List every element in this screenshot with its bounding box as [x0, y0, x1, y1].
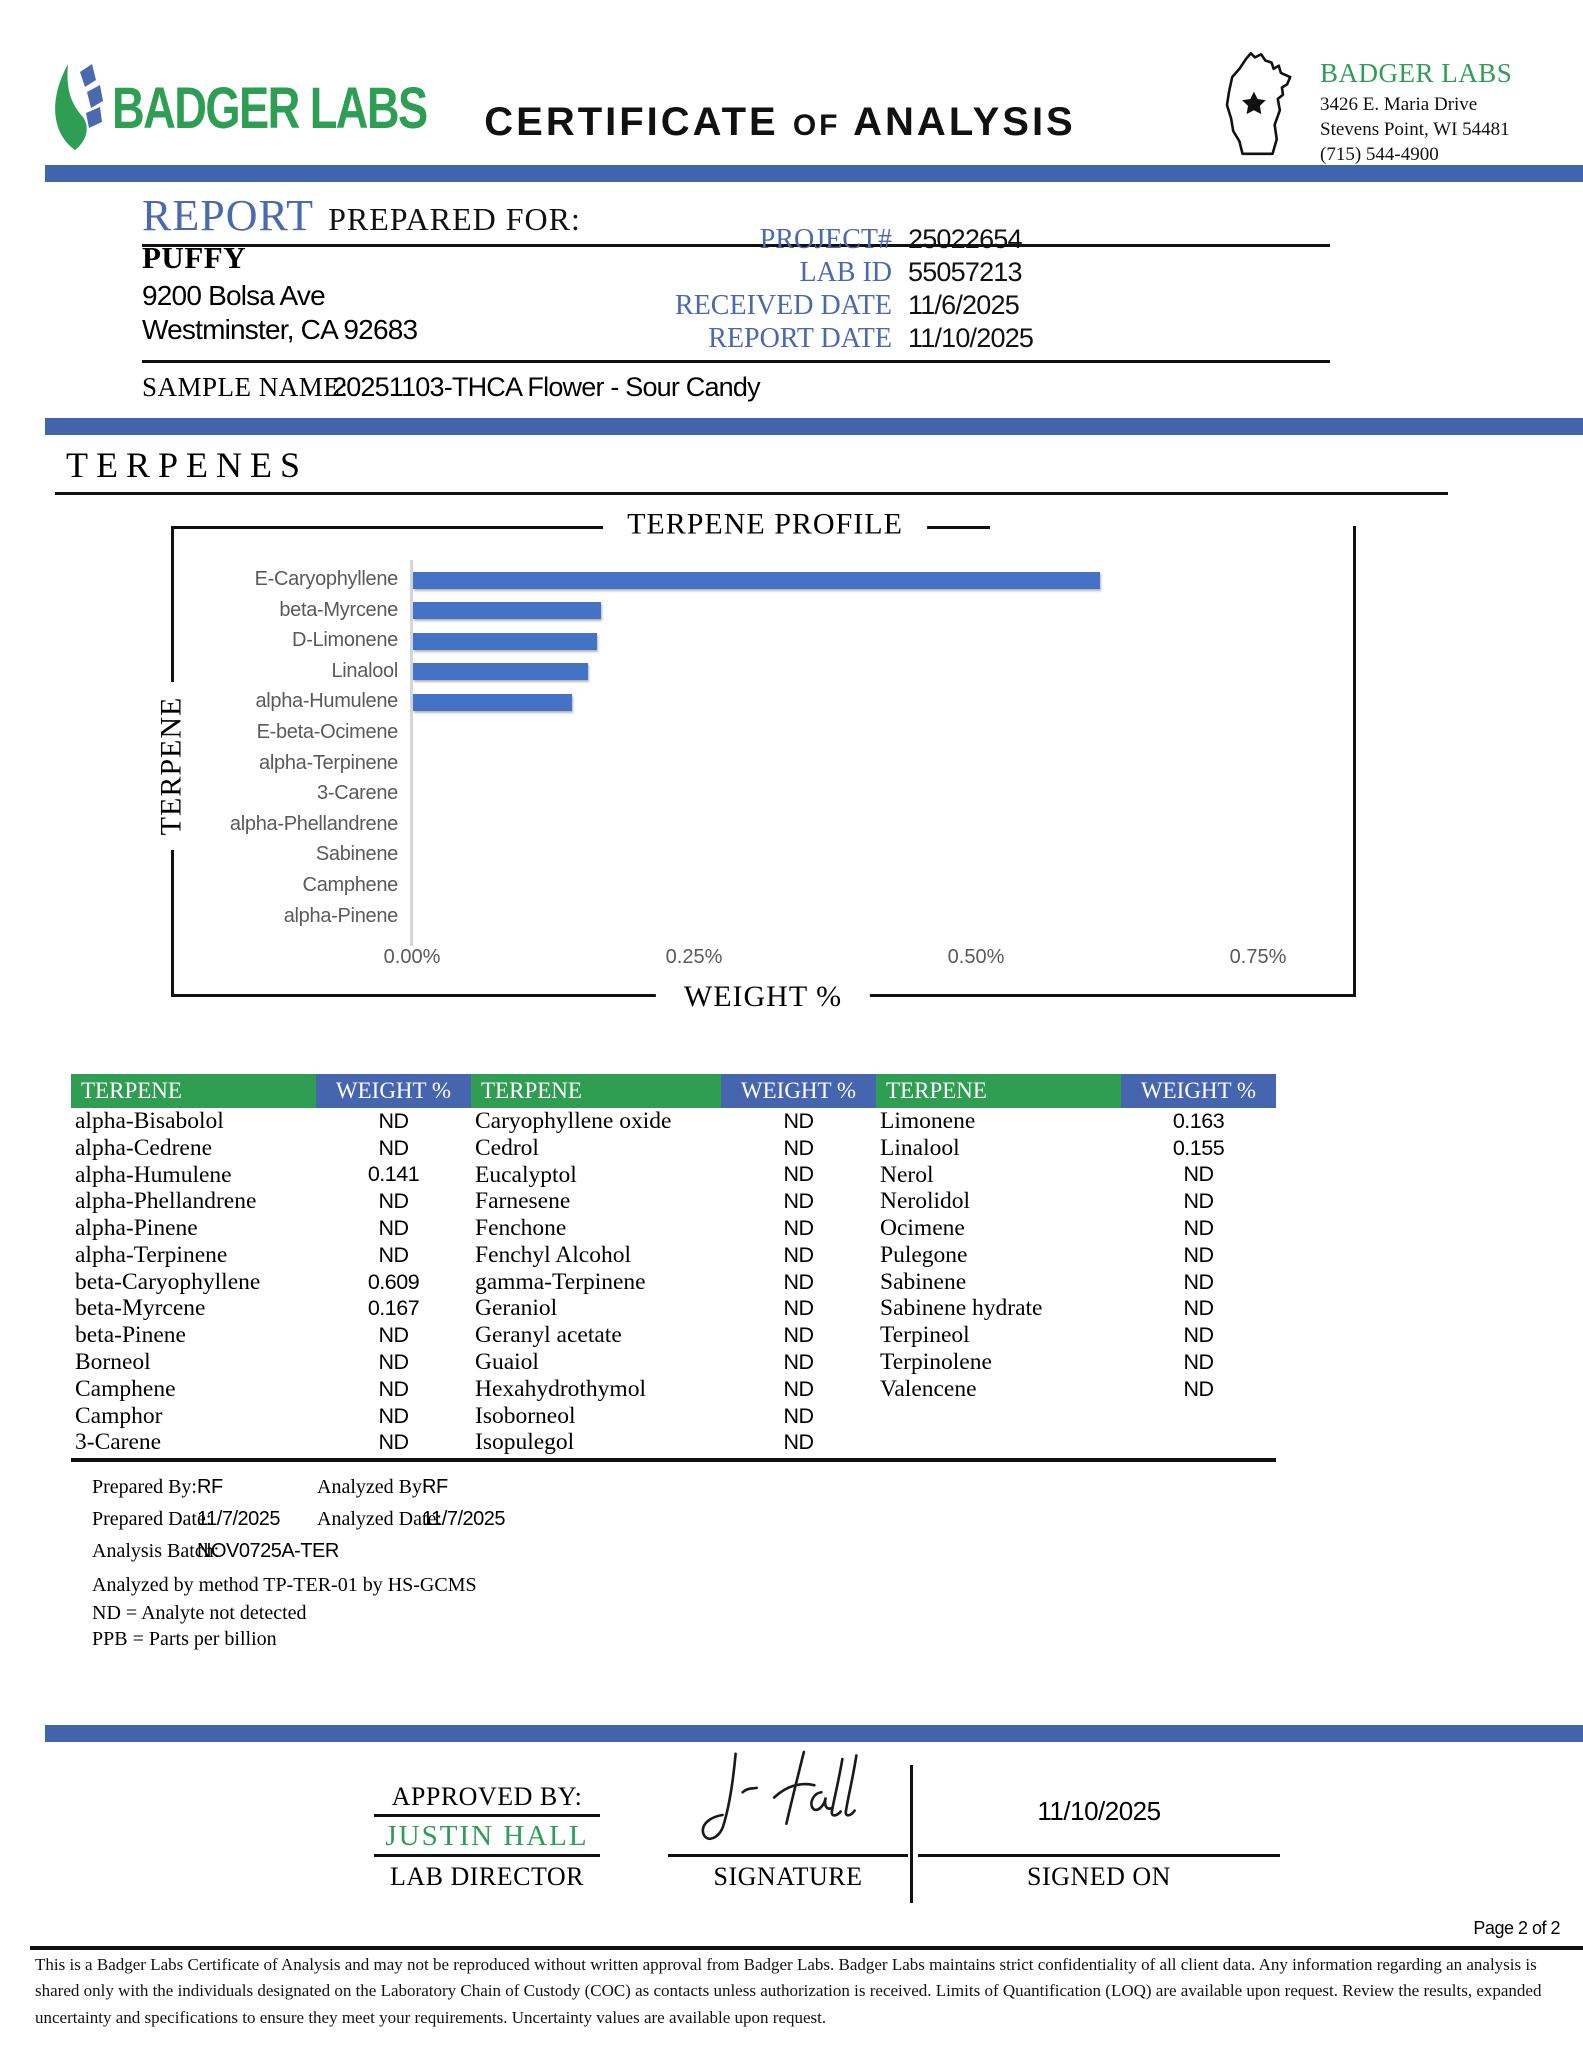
chart-category-label: Linalool — [331, 659, 398, 682]
method-note: Analyzed by method TP-TER-01 by HS-GCMS — [92, 1574, 477, 1596]
section-divider-bar — [45, 418, 1583, 435]
terpene-name-cell: Fenchyl Alcohol — [475, 1241, 631, 1268]
chart-category-label: E-Caryophyllene — [254, 568, 398, 590]
approval-divider-bar — [45, 1725, 1583, 1742]
terpene-name-cell: Pulegone — [880, 1241, 968, 1268]
terpene-table-group — [471, 1074, 876, 1456]
terpene-value-cell: ND — [783, 1350, 814, 1375]
chart-title: TERPENE PROFILE — [603, 507, 927, 541]
table-row — [876, 1349, 1276, 1376]
approver-role: LAB DIRECTOR — [389, 1862, 585, 1891]
terpene-value-cell: ND — [378, 1189, 409, 1214]
table-row — [471, 1108, 876, 1135]
table-row — [471, 1269, 876, 1296]
table-row — [71, 1215, 471, 1242]
terpene-value-cell: 0.163 — [1172, 1108, 1225, 1133]
terpene-name-cell: Isoborneol — [475, 1402, 576, 1429]
terpene-name-cell: alpha-Phellandrene — [75, 1188, 257, 1215]
terpene-table-group — [876, 1074, 1276, 1403]
table-row — [71, 1403, 471, 1430]
table-row — [876, 1108, 1276, 1135]
terpene-value-cell: ND — [378, 1216, 409, 1241]
disclaimer-text: This is a Badger Labs Certificate of Analysis and may not be reproduced without written approval from Badger Labs. Badger Labs maintains strict confidentiality of all client data. Any information regarding an analysis is shared only with the individuals designated on the Laboratory Chain of Custody (COC) as contacts unless authorization is received. Limits of Quantification (LOQ) are available upon request. Review the results, expanded uncertainty and specifications to ensure they meet your requirements. Uncertainty values are available upon request. — [35, 1955, 1542, 2027]
leaf-logo-icon — [42, 58, 112, 158]
table-row — [876, 1269, 1276, 1296]
chart-border-right — [1353, 526, 1356, 997]
terpene-value-cell: ND — [783, 1296, 814, 1321]
report-meta-value: 11/10/2025 — [908, 323, 1034, 353]
terpene-name-cell: alpha-Terpinene — [75, 1241, 228, 1268]
report-meta-label: RECEIVED DATE — [675, 290, 892, 321]
report-meta-row — [540, 257, 1282, 290]
table-row — [876, 1296, 1276, 1323]
lab-contact-info — [1320, 56, 1512, 167]
client-address-line1: 9200 Bolsa Ave — [142, 280, 325, 311]
report-meta-label: REPORT DATE — [708, 323, 892, 354]
report-heading-secondary: PREPARED FOR: — [328, 201, 581, 237]
terpene-column-header: TERPENE — [471, 1074, 721, 1108]
sample-rule — [142, 360, 1330, 363]
terpene-table-header — [71, 1074, 471, 1108]
terpene-name-cell: Limonene — [880, 1107, 976, 1134]
approver-name-rule — [374, 1854, 600, 1857]
report-meta-row — [540, 290, 1282, 323]
table-row — [876, 1188, 1276, 1215]
terpene-value-cell: ND — [1183, 1376, 1214, 1401]
terpene-name-cell: alpha-Pinene — [75, 1215, 198, 1242]
chart-bar — [413, 602, 601, 619]
chart-category-label: alpha-Pinene — [283, 904, 398, 927]
terpene-name-cell: Sabinene hydrate — [880, 1295, 1043, 1322]
sample-name-value: 20251103-THCA Flower - Sour Candy — [332, 372, 760, 402]
table-row — [471, 1296, 876, 1323]
terpene-name-cell: Hexahydrothymol — [475, 1375, 646, 1402]
chart-y-axis-title: TERPENE — [143, 682, 199, 850]
table-row — [471, 1162, 876, 1189]
chart-category-label: Camphene — [302, 874, 398, 896]
lab-phone: (715) 544-4900 — [1320, 143, 1439, 165]
chart-bar — [413, 694, 572, 711]
nd-note: ND = Analyte not detected — [92, 1602, 307, 1624]
terpene-chart — [154, 507, 1356, 1013]
weight-column-header: WEIGHT % — [1121, 1074, 1276, 1108]
terpene-value-cell: ND — [378, 1403, 409, 1428]
terpene-value-cell: ND — [378, 1430, 409, 1455]
sample-name-label: SAMPLE NAME: — [142, 372, 349, 402]
prepared-date-label: Prepared Date: — [92, 1508, 212, 1530]
terpene-value-cell: ND — [783, 1403, 814, 1428]
table-row — [876, 1135, 1276, 1162]
terpene-table-group — [71, 1074, 471, 1456]
terpene-name-cell: alpha-Cedrene — [75, 1134, 213, 1161]
prepared-by-value: RF — [197, 1476, 223, 1498]
ppb-note: PPB = Parts per billion — [92, 1628, 277, 1650]
terpene-value-cell: ND — [1183, 1269, 1214, 1294]
table-row — [71, 1242, 471, 1269]
terpene-name-cell: 3-Carene — [75, 1429, 162, 1456]
chart-category-label: Sabinene — [315, 843, 398, 866]
terpene-name-cell: beta-Pinene — [75, 1322, 186, 1349]
table-row — [876, 1322, 1276, 1349]
chart-x-tick-label: 0.50% — [947, 946, 1005, 968]
terpene-value-cell: 0.167 — [367, 1296, 420, 1321]
report-meta-row — [540, 224, 1282, 257]
terpene-name-cell: Eucalyptol — [475, 1161, 577, 1188]
chart-category-label: D-Limonene — [292, 629, 398, 652]
chart-category-label: E-beta-Ocimene — [256, 721, 398, 743]
report-heading-primary: REPORT — [142, 191, 315, 240]
report-heading — [142, 190, 581, 241]
lab-name: BADGER LABS — [1320, 58, 1513, 88]
chart-x-tick-label: 0.75% — [1229, 946, 1287, 968]
chart-x-axis-title: WEIGHT % — [656, 980, 870, 1014]
chart-category-label: alpha-Humulene — [255, 690, 398, 713]
terpene-name-cell: Geraniol — [475, 1295, 558, 1322]
approved-by-label: APPROVED BY: — [391, 1782, 583, 1811]
chart-bar — [413, 663, 588, 680]
analysis-batch-label: Analysis Batch: — [92, 1540, 220, 1562]
terpene-name-cell: beta-Caryophyllene — [75, 1268, 261, 1295]
terpene-name-cell: Farnesene — [475, 1188, 571, 1215]
report-meta-value: 55057213 — [908, 257, 1022, 287]
terpene-column-header: TERPENE — [71, 1074, 316, 1108]
terpene-value-cell: ND — [1183, 1216, 1214, 1241]
chart-category-label: alpha-Phellandrene — [229, 812, 398, 835]
chart-category-label: beta-Myrcene — [279, 598, 398, 621]
report-meta-value: 11/6/2025 — [908, 290, 1019, 320]
lab-address-line2: Stevens Point, WI 54481 — [1320, 118, 1510, 140]
terpene-value-cell: ND — [783, 1162, 814, 1187]
terpene-name-cell: Caryophyllene oxide — [475, 1107, 672, 1134]
analyzed-by-value: RF — [422, 1476, 448, 1498]
approval-vertical-divider — [910, 1765, 913, 1903]
terpene-value-cell: ND — [783, 1430, 814, 1455]
terpene-value-cell: ND — [783, 1216, 814, 1241]
page-number: Page 2 of 2 — [1473, 1918, 1560, 1938]
table-row — [71, 1349, 471, 1376]
report-meta-value: 25022654 — [908, 224, 1022, 254]
terpene-value-cell: ND — [378, 1135, 409, 1160]
report-meta-label: LAB ID — [799, 257, 892, 288]
terpene-value-cell: ND — [783, 1323, 814, 1348]
terpene-name-cell: alpha-Bisabolol — [75, 1107, 224, 1134]
analyzed-date-value: 11/7/2025 — [422, 1508, 505, 1530]
document-title: CERTIFICATE OF ANALYSIS — [484, 100, 1076, 144]
terpene-value-cell: 0.609 — [367, 1269, 420, 1294]
terpene-value-cell: 0.155 — [1172, 1135, 1225, 1160]
terpene-value-cell: ND — [1183, 1162, 1214, 1187]
table-row — [471, 1215, 876, 1242]
terpene-value-cell: ND — [783, 1242, 814, 1267]
table-row — [471, 1376, 876, 1403]
terpene-name-cell: Fenchone — [475, 1215, 567, 1242]
terpene-value-cell: ND — [1183, 1350, 1214, 1375]
terpene-value-cell: ND — [1183, 1323, 1214, 1348]
terpene-value-cell: ND — [783, 1135, 814, 1160]
signed-date: 11/10/2025 — [1037, 1796, 1161, 1826]
table-row — [471, 1188, 876, 1215]
signature-rule — [668, 1854, 908, 1857]
terpene-value-cell: ND — [378, 1242, 409, 1267]
terpene-name-cell: Valencene — [880, 1375, 977, 1402]
terpene-value-cell: ND — [378, 1350, 409, 1375]
terpene-name-cell: Camphene — [75, 1375, 176, 1402]
logo-wordmark: BADGER LABS — [112, 75, 427, 141]
header-divider-bar — [45, 165, 1583, 182]
terpene-value-cell: ND — [1183, 1189, 1214, 1214]
report-meta-label: PROJECT# — [759, 224, 892, 255]
terpene-name-cell: Sabinene — [880, 1268, 967, 1295]
chart-category-label: alpha-Terpinene — [259, 751, 398, 774]
table-row — [71, 1376, 471, 1403]
table-bottom-rule — [71, 1458, 1276, 1462]
terpene-value-cell: ND — [378, 1323, 409, 1348]
report-meta-row — [540, 323, 1282, 356]
table-row — [471, 1349, 876, 1376]
terpenes-section-heading: TERPENES — [66, 445, 309, 485]
table-row — [71, 1108, 471, 1135]
terpene-value-cell: ND — [783, 1189, 814, 1214]
table-row — [71, 1430, 471, 1457]
table-row — [471, 1403, 876, 1430]
chart-bar — [413, 633, 597, 650]
terpene-name-cell: Nerol — [880, 1161, 934, 1188]
signed-date-rule — [918, 1854, 1280, 1857]
table-row — [876, 1162, 1276, 1189]
chart-x-tick-label: 0.25% — [665, 946, 723, 968]
prepared-date-value: 11/7/2025 — [197, 1508, 280, 1530]
terpene-value-cell: ND — [783, 1269, 814, 1294]
terpene-value-cell: ND — [1183, 1242, 1214, 1267]
table-row — [471, 1242, 876, 1269]
report-meta — [540, 224, 1282, 356]
table-row — [71, 1269, 471, 1296]
table-row — [876, 1376, 1276, 1403]
terpene-column-header: TERPENE — [876, 1074, 1121, 1108]
table-row — [71, 1322, 471, 1349]
terpenes-heading-rule — [55, 492, 1448, 495]
table-row — [71, 1296, 471, 1323]
terpene-table-header — [876, 1074, 1276, 1108]
analysis-batch-value: NOV0725A-TER — [197, 1540, 339, 1562]
signed-on-label: SIGNED ON — [1027, 1862, 1171, 1891]
terpene-value-cell: ND — [783, 1376, 814, 1401]
terpene-name-cell: Terpineol — [880, 1322, 970, 1349]
lab-address-line1: 3426 E. Maria Drive — [1320, 93, 1478, 115]
table-row — [71, 1162, 471, 1189]
terpene-name-cell: Ocimene — [880, 1215, 965, 1242]
wisconsin-map-icon — [1203, 46, 1309, 165]
terpene-name-cell: Linalool — [880, 1134, 960, 1161]
terpene-name-cell: Cedrol — [475, 1134, 539, 1161]
terpene-name-cell: Isopulegol — [475, 1429, 575, 1456]
approver-name: JUSTIN HALL — [385, 1820, 589, 1852]
approved-by-rule — [374, 1814, 600, 1817]
terpene-value-cell: 0.141 — [367, 1162, 420, 1187]
terpene-name-cell: Geranyl acetate — [475, 1322, 622, 1349]
table-row — [471, 1135, 876, 1162]
terpene-name-cell: beta-Myrcene — [75, 1295, 206, 1322]
prepared-by-label: Prepared By: — [92, 1476, 197, 1498]
footer-rule — [30, 1946, 1583, 1950]
chart-x-tick-label: 0.00% — [383, 946, 441, 968]
terpene-name-cell: alpha-Humulene — [75, 1161, 232, 1188]
terpene-value-cell: ND — [1183, 1296, 1214, 1321]
table-row — [876, 1215, 1276, 1242]
table-row — [876, 1242, 1276, 1269]
table-row — [71, 1135, 471, 1162]
analyzed-by-label: Analyzed By: — [317, 1476, 428, 1498]
table-row — [471, 1430, 876, 1457]
terpene-name-cell: Borneol — [75, 1349, 151, 1376]
chart-bar — [413, 572, 1100, 589]
weight-column-header: WEIGHT % — [316, 1074, 471, 1108]
terpene-value-cell: ND — [783, 1108, 814, 1133]
signature-label: SIGNATURE — [713, 1862, 863, 1891]
terpene-name-cell: Terpinolene — [880, 1349, 992, 1376]
terpene-value-cell: ND — [378, 1376, 409, 1401]
client-address-line2: Westminster, CA 92683 — [142, 314, 418, 345]
terpene-name-cell: Nerolidol — [880, 1188, 971, 1215]
table-row — [471, 1322, 876, 1349]
weight-column-header: WEIGHT % — [721, 1074, 876, 1108]
client-name: PUFFY — [142, 240, 247, 275]
chart-category-label: 3-Carene — [317, 782, 398, 805]
analyzed-date-label: Analyzed Date: — [317, 1508, 442, 1530]
terpene-name-cell: Camphor — [75, 1402, 163, 1429]
terpene-table-header — [471, 1074, 876, 1108]
signature-icon — [692, 1745, 907, 1855]
terpene-name-cell: Guaiol — [475, 1349, 539, 1376]
table-row — [71, 1188, 471, 1215]
terpene-value-cell: ND — [378, 1108, 409, 1133]
terpene-name-cell: gamma-Terpinene — [475, 1268, 646, 1295]
